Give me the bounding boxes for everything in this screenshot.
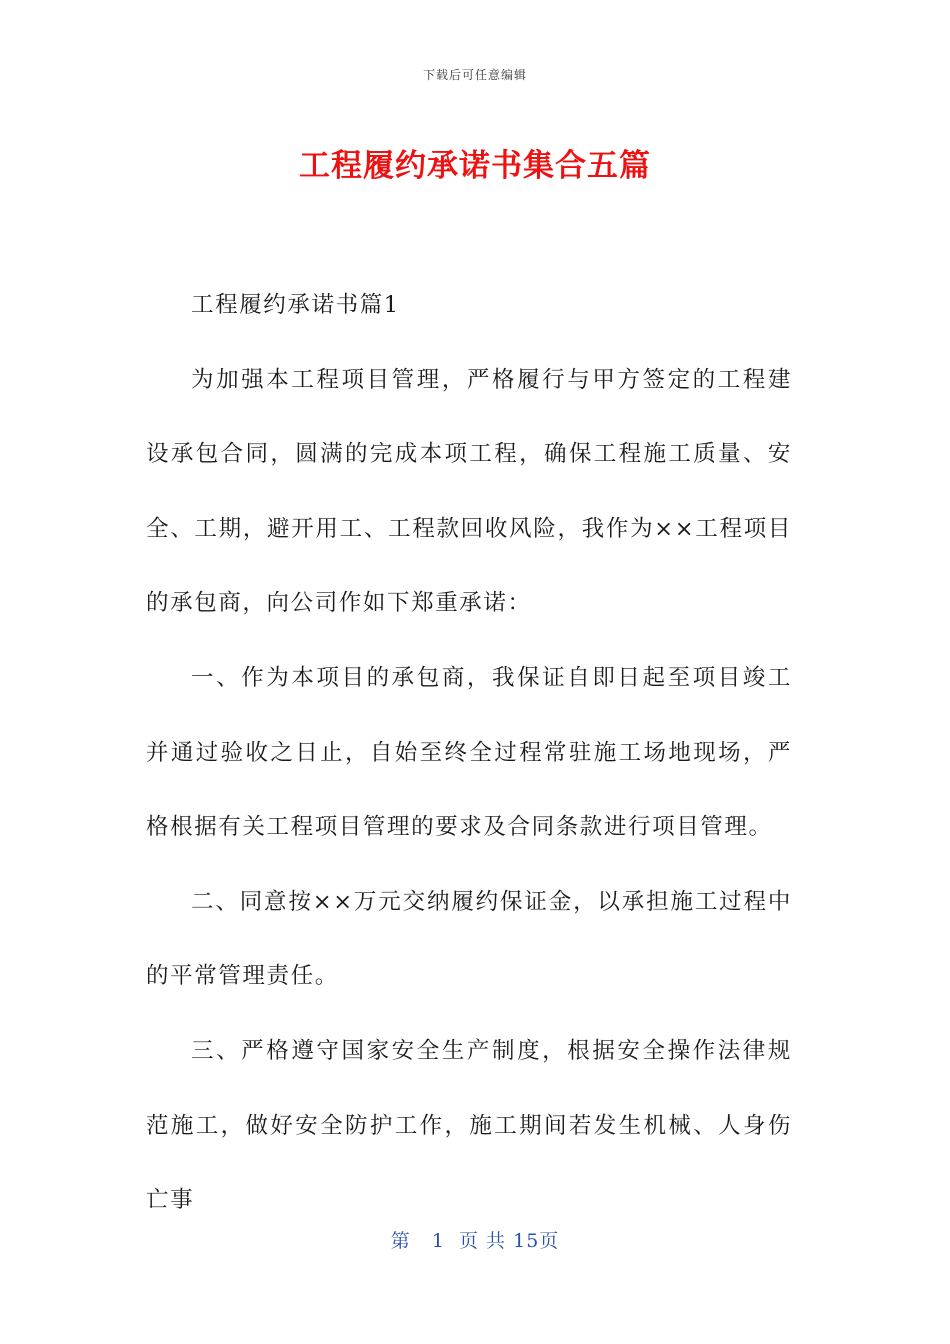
footer-suffix: 页	[539, 1230, 560, 1252]
page-footer	[0, 1226, 950, 1253]
footer-middle: 页 共	[459, 1230, 507, 1252]
footer-prefix: 第	[390, 1230, 411, 1252]
document-title: 工程履约承诺书集合五篇	[299, 148, 651, 184]
paragraph-item-1: 一、作为本项目的承包商，我保证自即日起至项目竣工并通过验收之日止，自始至终全过程常驻施工场地现场，严格根据有关工程项目管理的要求及合同条款进行项目管理。	[146, 664, 792, 841]
paragraph-item-2: 二、同意按××万元交纳履约保证金，以承担施工过程中的平常管理责任。	[146, 888, 792, 990]
footer-total-pages: 15	[513, 1230, 540, 1252]
section-heading: 工程履约承诺书篇1	[191, 292, 400, 318]
header-note: 下载后可任意编辑	[422, 68, 527, 82]
document-body	[146, 268, 792, 1238]
paragraph-intro: 为加强本工程项目管理，严格履行与甲方签定的工程建设承包合同，圆满的完成本项工程，确保工程施工质量、安全、工期，避开用工、工程款回收风险，我作为××工程项目的承包商，向公司作如下郑重承诺：	[146, 366, 792, 617]
footer-current-page: 1	[431, 1230, 445, 1252]
paragraph-item-3: 三、严格遵守国家安全生产制度，根据安全操作法律规范施工，做好安全防护工作，施工期间若发生机械、人身伤亡事	[146, 1037, 792, 1214]
